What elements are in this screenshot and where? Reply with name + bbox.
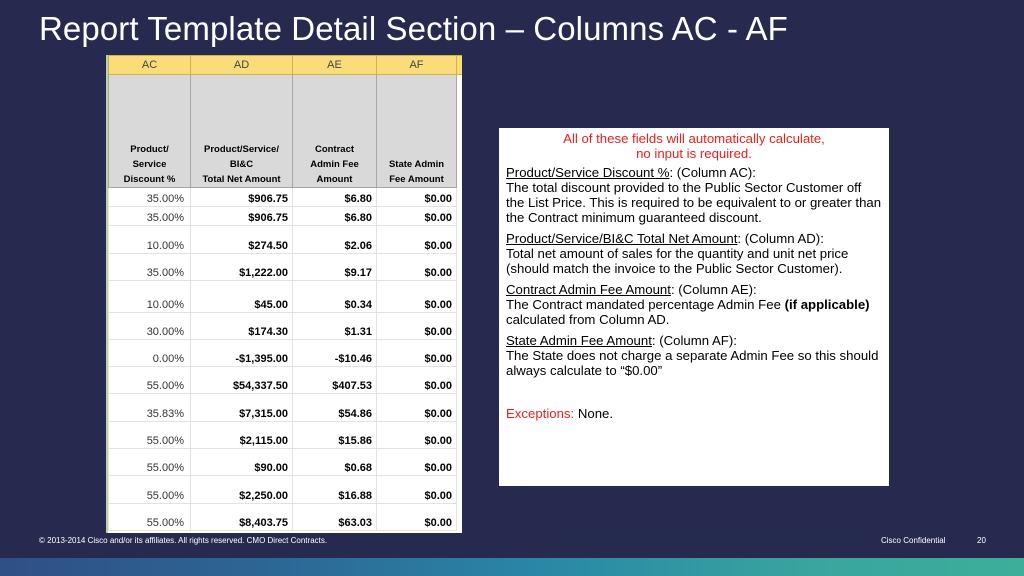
table-row xyxy=(109,449,463,476)
table-row xyxy=(109,367,463,394)
header-text: Service xyxy=(132,159,167,170)
cell-total-net-amount[interactable]: $90.00 xyxy=(191,449,293,476)
cell-contract-admin-fee[interactable]: $407.53 xyxy=(293,367,377,394)
report-template-table xyxy=(108,55,462,531)
cell-state-admin-fee[interactable]: $0.00 xyxy=(377,281,457,313)
slide-title: Report Template Detail Section – Columns AC - AF xyxy=(39,10,788,47)
cell-state-admin-fee[interactable]: $0.00 xyxy=(377,254,457,281)
cell-state-admin-fee[interactable]: $0.00 xyxy=(377,422,457,449)
field-text: The State does not charge a separate Admin Fee so this should always calculate to “$0.00” xyxy=(506,348,879,378)
column-letter-ae[interactable]: AE xyxy=(293,56,377,75)
footer-confidential: Cisco Confidential xyxy=(881,536,946,545)
cell-state-admin-fee[interactable]: $0.00 xyxy=(377,504,457,531)
cell-total-net-amount[interactable]: $2,250.00 xyxy=(191,476,293,504)
field-description-admin-fee xyxy=(506,282,882,327)
cell-total-net-amount[interactable]: $8,403.75 xyxy=(191,504,293,531)
cell-discount-percent[interactable]: 35.00% xyxy=(109,254,191,281)
header-text: BI&C xyxy=(229,159,254,170)
table-row xyxy=(109,340,463,367)
cell-state-admin-fee[interactable]: $0.00 xyxy=(377,207,457,226)
field-colon: : xyxy=(752,165,756,180)
field-colon: : xyxy=(820,231,824,246)
exceptions-line xyxy=(506,406,882,421)
cell-discount-percent[interactable]: 55.00% xyxy=(109,449,191,476)
header-text: Product/Service/ xyxy=(204,144,279,155)
table-row xyxy=(109,281,463,313)
cell-discount-percent[interactable]: 35.83% xyxy=(109,394,191,422)
cell-discount-percent[interactable]: 0.00% xyxy=(109,340,191,367)
field-term: Product/Service/BI&C Total Net Amount xyxy=(506,231,738,246)
exceptions-value: None. xyxy=(574,406,614,421)
header-discount-percent[interactable] xyxy=(109,75,191,188)
cell-state-admin-fee[interactable]: $0.00 xyxy=(377,226,457,254)
cell-total-net-amount[interactable]: $274.50 xyxy=(191,226,293,254)
cell-state-admin-fee[interactable]: $0.00 xyxy=(377,449,457,476)
spreadsheet-excerpt xyxy=(106,55,462,533)
bottom-gradient-band xyxy=(0,558,1024,576)
cell-state-admin-fee[interactable]: $0.00 xyxy=(377,313,457,340)
row-gap xyxy=(457,281,463,313)
header-row xyxy=(109,75,463,188)
footer-page-number: 20 xyxy=(977,536,986,545)
cell-discount-percent[interactable]: 55.00% xyxy=(109,367,191,394)
row-gap xyxy=(457,340,463,367)
table-row xyxy=(109,313,463,340)
column-letter-ad[interactable]: AD xyxy=(191,56,293,75)
cell-state-admin-fee[interactable]: $0.00 xyxy=(377,188,457,207)
cell-contract-admin-fee[interactable]: $15.86 xyxy=(293,422,377,449)
cell-contract-admin-fee[interactable]: $9.17 xyxy=(293,254,377,281)
row-gap xyxy=(457,188,463,207)
cell-discount-percent[interactable]: 10.00% xyxy=(109,281,191,313)
cell-discount-percent[interactable]: 35.00% xyxy=(109,207,191,226)
field-column: : (Column AF) xyxy=(651,333,734,348)
header-total-net-amount[interactable] xyxy=(191,75,293,188)
row-gap xyxy=(457,394,463,422)
notice-line-2: no input is required. xyxy=(636,146,752,161)
column-letter-row xyxy=(109,56,463,75)
header-text: Contract xyxy=(314,144,355,155)
table-body xyxy=(109,188,463,531)
field-term: Contract Admin Fee Amount xyxy=(506,282,671,297)
field-text: The total discount provided to the Public Sector Customer off the List Price. This is required to be equivalent to or greater than the Contract minimum guaranteed discount. xyxy=(506,180,882,225)
header-text: State Admin xyxy=(388,159,445,170)
cell-contract-admin-fee[interactable]: $6.80 xyxy=(293,207,377,226)
table-row xyxy=(109,226,463,254)
cell-discount-percent[interactable]: 55.00% xyxy=(109,476,191,504)
cell-contract-admin-fee[interactable]: $2.06 xyxy=(293,226,377,254)
cell-discount-percent[interactable]: 10.00% xyxy=(109,226,191,254)
field-text: Total net amount of sales for the quantity and unit net price (should match the invoice to the Public Sector Customer). xyxy=(506,246,849,276)
header-contract-admin-fee[interactable] xyxy=(293,75,377,188)
table-row xyxy=(109,422,463,449)
cell-total-net-amount[interactable]: $7,315.00 xyxy=(191,394,293,422)
cell-contract-admin-fee[interactable]: $0.34 xyxy=(293,281,377,313)
column-letter-next xyxy=(457,56,463,75)
cell-discount-percent[interactable]: 30.00% xyxy=(109,313,191,340)
cell-total-net-amount[interactable]: $2,115.00 xyxy=(191,422,293,449)
header-text: Amount xyxy=(316,174,353,185)
cell-total-net-amount[interactable]: $906.75 xyxy=(191,207,293,226)
cell-discount-percent[interactable]: 55.00% xyxy=(109,422,191,449)
row-gap xyxy=(457,476,463,504)
row-gap xyxy=(457,367,463,394)
cell-total-net-amount[interactable]: $174.30 xyxy=(191,313,293,340)
notice-line-1: All of these fields will automatically calculate, xyxy=(563,131,825,146)
cell-state-admin-fee[interactable]: $0.00 xyxy=(377,476,457,504)
cell-contract-admin-fee[interactable]: $54.86 xyxy=(293,394,377,422)
field-term: Product/Service Discount % xyxy=(506,165,670,180)
table-row xyxy=(109,504,463,531)
cell-state-admin-fee[interactable]: $0.00 xyxy=(377,394,457,422)
cell-total-net-amount[interactable]: -$1,395.00 xyxy=(191,340,293,367)
cell-state-admin-fee[interactable]: $0.00 xyxy=(377,340,457,367)
field-colon: : xyxy=(753,282,757,297)
table-row xyxy=(109,207,463,226)
cell-contract-admin-fee[interactable]: $0.68 xyxy=(293,449,377,476)
header-state-admin-fee[interactable] xyxy=(377,75,457,188)
row-gap xyxy=(457,449,463,476)
footer-copyright: © 2013-2014 Cisco and/or its affiliates. All rights reserved. CMO Direct Contracts. xyxy=(39,536,328,545)
exceptions-label: Exceptions: xyxy=(506,406,575,421)
row-gap xyxy=(457,504,463,531)
field-text-emphasis: (if applicable) xyxy=(784,297,870,312)
header-text: Discount % xyxy=(123,174,176,185)
header-gap xyxy=(457,75,463,188)
cell-discount-percent[interactable]: 35.00% xyxy=(109,188,191,207)
cell-discount-percent[interactable]: 55.00% xyxy=(109,504,191,531)
row-gap xyxy=(457,254,463,281)
auto-calculate-notice xyxy=(506,131,882,161)
header-text: Admin Fee xyxy=(310,159,359,170)
cell-total-net-amount[interactable]: $906.75 xyxy=(191,188,293,207)
cell-contract-admin-fee[interactable]: $1.31 xyxy=(293,313,377,340)
cell-total-net-amount[interactable]: $45.00 xyxy=(191,281,293,313)
field-term: State Admin Fee Amount xyxy=(506,333,652,348)
cell-contract-admin-fee[interactable]: $16.88 xyxy=(293,476,377,504)
cell-state-admin-fee[interactable]: $0.00 xyxy=(377,367,457,394)
cell-total-net-amount[interactable]: $1,222.00 xyxy=(191,254,293,281)
row-gap xyxy=(457,207,463,226)
row-gap xyxy=(457,226,463,254)
table-row xyxy=(109,476,463,504)
field-description-discount xyxy=(506,165,882,225)
cell-total-net-amount[interactable]: $54,337.50 xyxy=(191,367,293,394)
cell-contract-admin-fee[interactable]: $63.03 xyxy=(293,504,377,531)
row-gap xyxy=(457,422,463,449)
table-row xyxy=(109,254,463,281)
field-column: : (Column AD) xyxy=(737,231,821,246)
field-text: The Contract mandated percentage Admin Fee xyxy=(506,297,785,312)
field-text: calculated from Column AD. xyxy=(506,312,670,327)
column-letter-ac[interactable]: AC xyxy=(109,56,191,75)
field-description-total-net xyxy=(506,231,882,276)
field-column: : (Column AC) xyxy=(669,165,753,180)
row-gap xyxy=(457,313,463,340)
table-row xyxy=(109,394,463,422)
field-column: : (Column AE) xyxy=(670,282,754,297)
table-row xyxy=(109,188,463,207)
column-letter-af[interactable]: AF xyxy=(377,56,457,75)
cell-contract-admin-fee[interactable]: $6.80 xyxy=(293,188,377,207)
field-colon: : xyxy=(733,333,737,348)
header-text: Fee Amount xyxy=(389,174,444,185)
field-description-panel xyxy=(499,128,889,486)
spacer xyxy=(506,384,882,406)
field-description-state-fee xyxy=(506,333,882,378)
header-text: Product/ xyxy=(130,144,169,155)
header-text: Total Net Amount xyxy=(202,174,281,185)
cell-contract-admin-fee[interactable]: -$10.46 xyxy=(293,340,377,367)
